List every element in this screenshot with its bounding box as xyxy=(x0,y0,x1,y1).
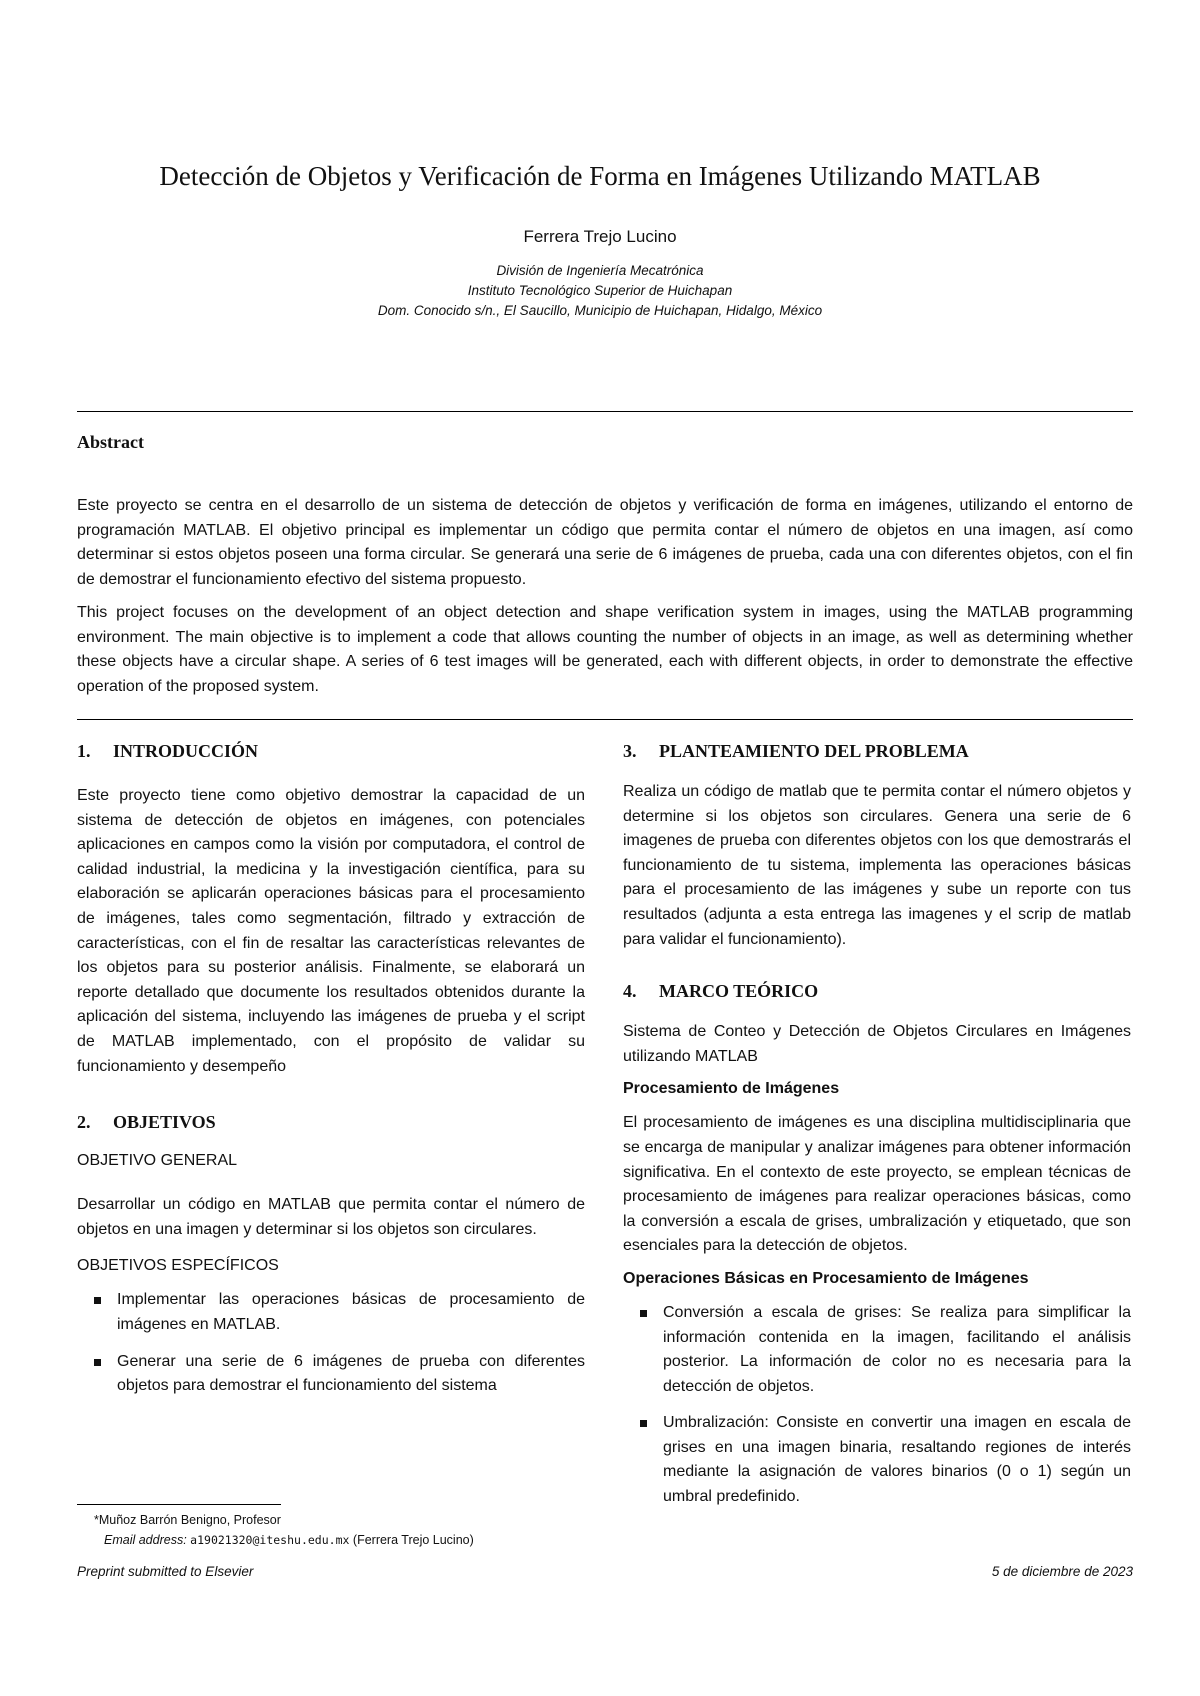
affiliation-institute: Instituto Tecnológico Superior de Huichapan xyxy=(467,283,733,298)
operaciones-heading: Operaciones Básicas en Procesamiento de Imágenes xyxy=(623,1269,1029,1287)
operaciones-list xyxy=(623,1301,1131,1510)
list-item-text: Implementar las operaciones básicas de procesamiento de imágenes en MATLAB. xyxy=(117,1291,585,1333)
introduccion-text: Este proyecto tiene como objetivo demostrar la capacidad de un sistema de detección de objetos en imágenes, con potenciales aplicaciones en campos como la visión por computadora, el control de calidad industrial, la medicina y la investigación científica, para su elaboración se aplicarán operaciones básicas para el procesamiento de imágenes, tales como segmentación, filtrado y extracción de características, con el fin de resaltar las características relevantes de los objetos para su posterior análisis. Finalmente, se elaborará un reporte detallado que documente los resultados obtenidos durante la aplicación del sistema, incluyendo las imágenes de prueba y el script de MATLAB implementado, con el propósito de validar su funcionamiento y desempeño xyxy=(77,787,585,1075)
abstract-heading: Abstract xyxy=(77,432,144,452)
section-title: PLANTEAMIENTO DEL PROBLEMA xyxy=(659,741,969,761)
section-heading-objetivos xyxy=(77,1109,585,1135)
section-heading-introduccion xyxy=(77,738,585,764)
list-item-text: Umbralización: Consiste en convertir una imagen en escala de grises en una imagen binaria, resaltando regiones de interés mediante la asignación de valores binarios (0 o 1) según un umbral predefinido. xyxy=(663,1414,1131,1506)
procesamiento-text: El procesamiento de imágenes es una disciplina multidisciplinaria que se encarga de manipular y analizar imágenes para obtener información significativa. En el contexto de este proyecto, se emplean técnicas de procesamiento de imágenes para realizar operaciones básicas, como la conversión a escala de grises, umbralización y etiquetado, que son esenciales para la detección de objetos. xyxy=(623,1114,1131,1255)
list-item xyxy=(623,1301,1131,1399)
section-title: INTRODUCCIÓN xyxy=(113,741,259,761)
section-title: MARCO TEÓRICO xyxy=(659,981,819,1002)
abstract-top-rule xyxy=(77,411,1133,412)
email-label: Email address: xyxy=(104,1533,187,1547)
bullet-icon xyxy=(640,1310,647,1317)
author-name: Ferrera Trejo Lucino xyxy=(523,227,677,246)
objetivo-general-heading: OBJETIVO GENERAL xyxy=(77,1152,238,1170)
abstract-spanish: Este proyecto se centra en el desarrollo de un sistema de detección de objetos y verificación de forma en imágenes, utilizando el entorno de programación MATLAB. El objetivo principal es implementar un código que permita contar el número de objetos en una imagen, así como determinar si estos objetos poseen una forma circular. Se generará una serie de 6 imágenes de prueba, cada una con diferentes objetos, con el fin de demostrar el funcionamiento efectivo del sistema propuesto. xyxy=(77,497,1133,588)
footnote-author: *Muñoz Barrón Benigno, Profesor xyxy=(94,1513,281,1527)
email-owner: (Ferrera Trejo Lucino) xyxy=(352,1533,474,1547)
section-heading-planteamiento xyxy=(623,738,1131,764)
bullet-icon xyxy=(94,1297,101,1304)
procesamiento-heading: Procesamiento de Imágenes xyxy=(623,1080,840,1098)
objetivos-especificos-list xyxy=(77,1288,585,1398)
list-item-text: Generar una serie de 6 imágenes de prueba con diferentes objetos para demostrar el funcionamiento del sistema xyxy=(117,1352,585,1395)
right-column xyxy=(623,738,1131,1510)
affiliation-address: Dom. Conocido s/n., El Saucillo, Municipio de Huichapan, Hidalgo, México xyxy=(377,303,823,318)
list-item xyxy=(77,1288,585,1337)
email-address[interactable]: a19021320@iteshu.edu.mx xyxy=(190,1533,350,1547)
section-title: OBJETIVOS xyxy=(113,1112,216,1133)
section-number: 2. xyxy=(77,1112,91,1133)
list-item xyxy=(77,1350,585,1399)
abstract-bottom-rule xyxy=(77,719,1133,720)
bullet-icon xyxy=(640,1420,647,1427)
left-column xyxy=(77,738,585,1399)
footer-date: 5 de diciembre de 2023 xyxy=(991,1564,1133,1579)
section-number: 3. xyxy=(623,741,637,761)
objetivo-general-text: Desarrollar un código en MATLAB que permita contar el número de objetos en una imagen y determinar si los objetos son circulares. xyxy=(77,1196,585,1238)
footnote-rule xyxy=(77,1504,281,1505)
objetivos-especificos-heading: OBJETIVOS ESPECÍFICOS xyxy=(77,1257,279,1275)
list-item-text: Conversión a escala de grises: Se realiza para simplificar la información contenida en la imagen, facilitando el análisis posterior. La información de color no es necesaria para la detección de objetos. xyxy=(663,1303,1131,1395)
bullet-icon xyxy=(94,1359,101,1366)
marco-intro-text: Sistema de Conteo y Detección de Objetos Circulares en Imágenes utilizando MATLAB xyxy=(623,1023,1131,1065)
footnote-email xyxy=(104,1532,474,1549)
list-item xyxy=(623,1411,1131,1509)
section-heading-marco-teorico xyxy=(623,978,1131,1004)
paper-title: Detección de Objetos y Verificación de Forma en Imágenes Utilizando MATLAB xyxy=(159,161,1041,191)
footer-preprint: Preprint submitted to Elsevier xyxy=(77,1564,254,1579)
abstract-english: This project focuses on the development of an object detection and shape verification system in images, using the MATLAB programming environment. The main objective is to implement a code that allows counting the number of objects in an image, as well as determining whether these objects have a circular shape. A series of 6 test images will be generated, each with different objects, in order to demonstrate the effective operation of the proposed system. xyxy=(77,604,1133,695)
section-number: 1. xyxy=(77,741,91,761)
section-number: 4. xyxy=(623,981,637,1002)
planteamiento-text: Realiza un código de matlab que te permita contar el número objetos y determine si los objetos son circulares. Genera una serie de 6 imagenes de prueba con diferentes objetos con los que demostrarás el funcionamiento de tu sistema, implementa las operaciones básicas para el procesamiento de las imágenes y sube un reporte con tus resultados (adjunta a esta entrega las imagenes y el scrip de matlab para validar el funcionamiento). xyxy=(623,783,1131,948)
affiliation-division: División de Ingeniería Mecatrónica xyxy=(496,263,704,278)
